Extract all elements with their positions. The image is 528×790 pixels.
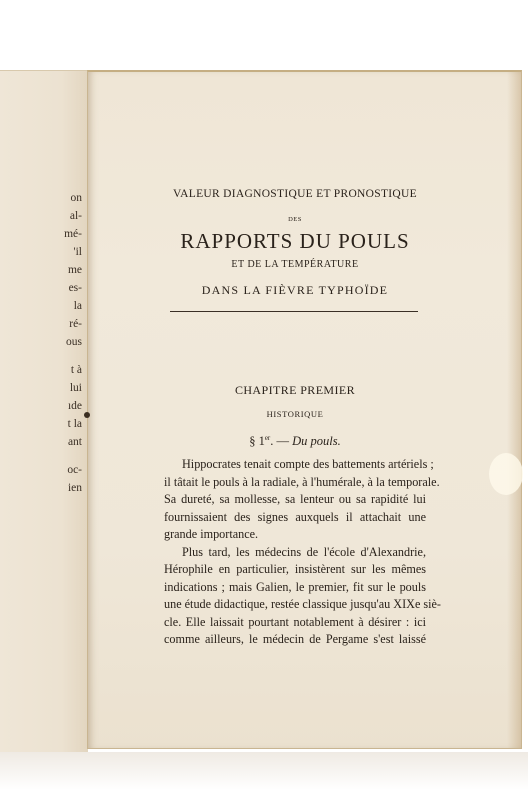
left-line: on <box>70 192 82 204</box>
table-surface <box>0 752 528 790</box>
left-gap <box>12 451 82 461</box>
page-edge <box>507 72 521 748</box>
chapter-heading: CHAPITRE PREMIER <box>234 383 356 397</box>
body-line: comme ailleurs, le médecin de Pergame s'est laissé <box>164 632 426 646</box>
left-line: oc- <box>67 464 82 476</box>
left-line: al- <box>69 210 82 222</box>
body-line: Hérophile en particulier, insistèrent sur les mêmes <box>164 562 426 576</box>
body-line: grande importance. <box>164 527 259 541</box>
left-line: ant <box>67 436 82 448</box>
main-title: RAPPORTS DU POULS <box>180 229 410 253</box>
body-line: fournissaient des signes auxquels il attachait une <box>164 509 426 524</box>
left-line: t à <box>70 364 82 376</box>
left-line: me <box>67 264 82 276</box>
body-line: indications ; mais Galien, le premier, fit sur le pouls <box>164 579 426 594</box>
title-des: DES <box>288 216 302 223</box>
left-page-text <box>12 189 82 497</box>
left-page <box>0 70 88 755</box>
body-line: une étude didactique, restée classique jusqu'au XIXe siè- <box>164 597 441 611</box>
paragraph-title: § 1er. — Du pouls. <box>249 434 341 449</box>
paper-stain <box>489 453 523 495</box>
title-line1: VALEUR DIAGNOSTIQUE ET PRONOSTIQUE <box>173 188 417 200</box>
body-line: il tâtait le pouls à la radiale, à l'humérale, à la temporale. <box>164 474 440 489</box>
left-line: ré- <box>69 318 82 330</box>
left-line: mé- <box>64 228 82 240</box>
title-dans: DANS LA FIÈVRE TYPHOÏDE <box>201 283 389 297</box>
title-subtitle: ET DE LA TEMPÉRATURE <box>231 259 359 270</box>
binding-hole <box>84 412 90 418</box>
section-heading: HISTORIQUE <box>266 409 324 419</box>
body-text <box>164 456 441 649</box>
left-line: es- <box>68 282 82 294</box>
left-line: 'il <box>73 246 82 258</box>
left-line: lui <box>69 382 82 394</box>
left-line: la <box>73 300 82 312</box>
body-line: Plus tard, les médecins de l'école d'Alexandrie, <box>182 544 426 559</box>
body-line: Hippocrates tenait compte des battements artériels ; <box>182 457 434 471</box>
title-rule <box>170 311 418 312</box>
left-gap <box>12 351 82 361</box>
left-line: ien <box>67 482 82 494</box>
left-line: ous <box>66 336 82 348</box>
left-line: ıde <box>67 400 82 412</box>
body-line: Sa dureté, sa mollesse, sa lenteur ou sa rapidité lui <box>164 492 426 506</box>
left-line: t la <box>67 418 82 430</box>
body-line: cle. Elle laissait pourtant notablement à désirer : ici <box>164 614 426 629</box>
